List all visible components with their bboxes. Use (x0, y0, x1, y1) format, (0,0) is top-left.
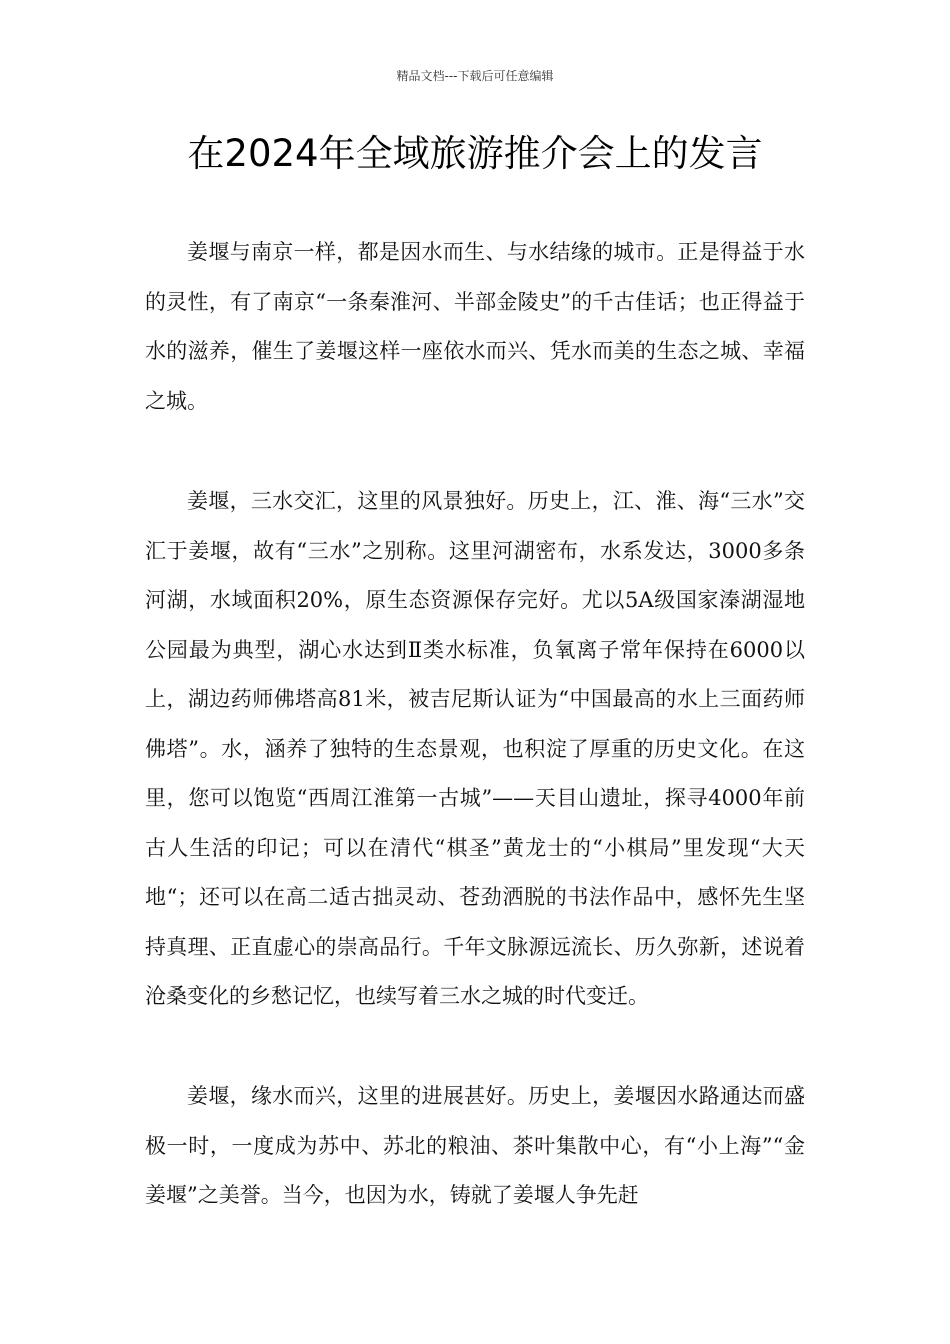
paragraph: 姜堰与南京一样，都是因水而生、与水结缘的城市。正是得益于水的灵性，有了南京“一条秦淮河、半部金陵史”的千古佳话；也正得益于水的滋养，催生了姜堰这样一座依水而兴、凭水而美的生态之城、幸福之城。 (145, 240, 805, 413)
header-note: 精品文档---下载后可任意编辑 (396, 69, 554, 83)
document-title: 在2024年全域旅游推介会上的发言 (187, 132, 763, 175)
paragraph: 姜堰，三水交汇，这里的风景独好。历史上，江、淮、海“三水”交汇于姜堰，故有“三水”之别称。这里河湖密布，水系发达，3000多条河湖，水域面积20%，原生态资源保存完好。尤以5A级国家溱湖湿地公园最为典型，湖心水达到Ⅱ类水标准，负氧离子常年保持在6000以上，湖边药师佛塔高81米，被吉尼斯认证为“中国最高的水上三面药师佛塔”。水，涵养了独特的生态景观，也积淀了厚重的历史文化。在这里，您可以饱览“西周江淮第一古城”——天目山遗址，探寻4000年前古人生活的印记；可以在清代“棋圣”黄龙士的“小棋局”里发现“大天地“；还可以在高二适古拙灵动、苍劲洒脱的书法作品中，感怀先生坚持真理、正直虚心的崇高品行。千年文脉源远流长、历久弥新，述说着沧桑变化的乡愁记忆，也续写着三水之城的时代变迁。 (145, 489, 805, 1008)
paragraph: 姜堰，缘水而兴，这里的进展甚好。历史上，姜堰因水路通达而盛极一时，一度成为苏中、苏北的粮油、茶叶集散中心，有“小上海”“金姜堰”之美誉。当今，也因为水，铸就了姜堰人争先赶 (145, 1084, 805, 1207)
